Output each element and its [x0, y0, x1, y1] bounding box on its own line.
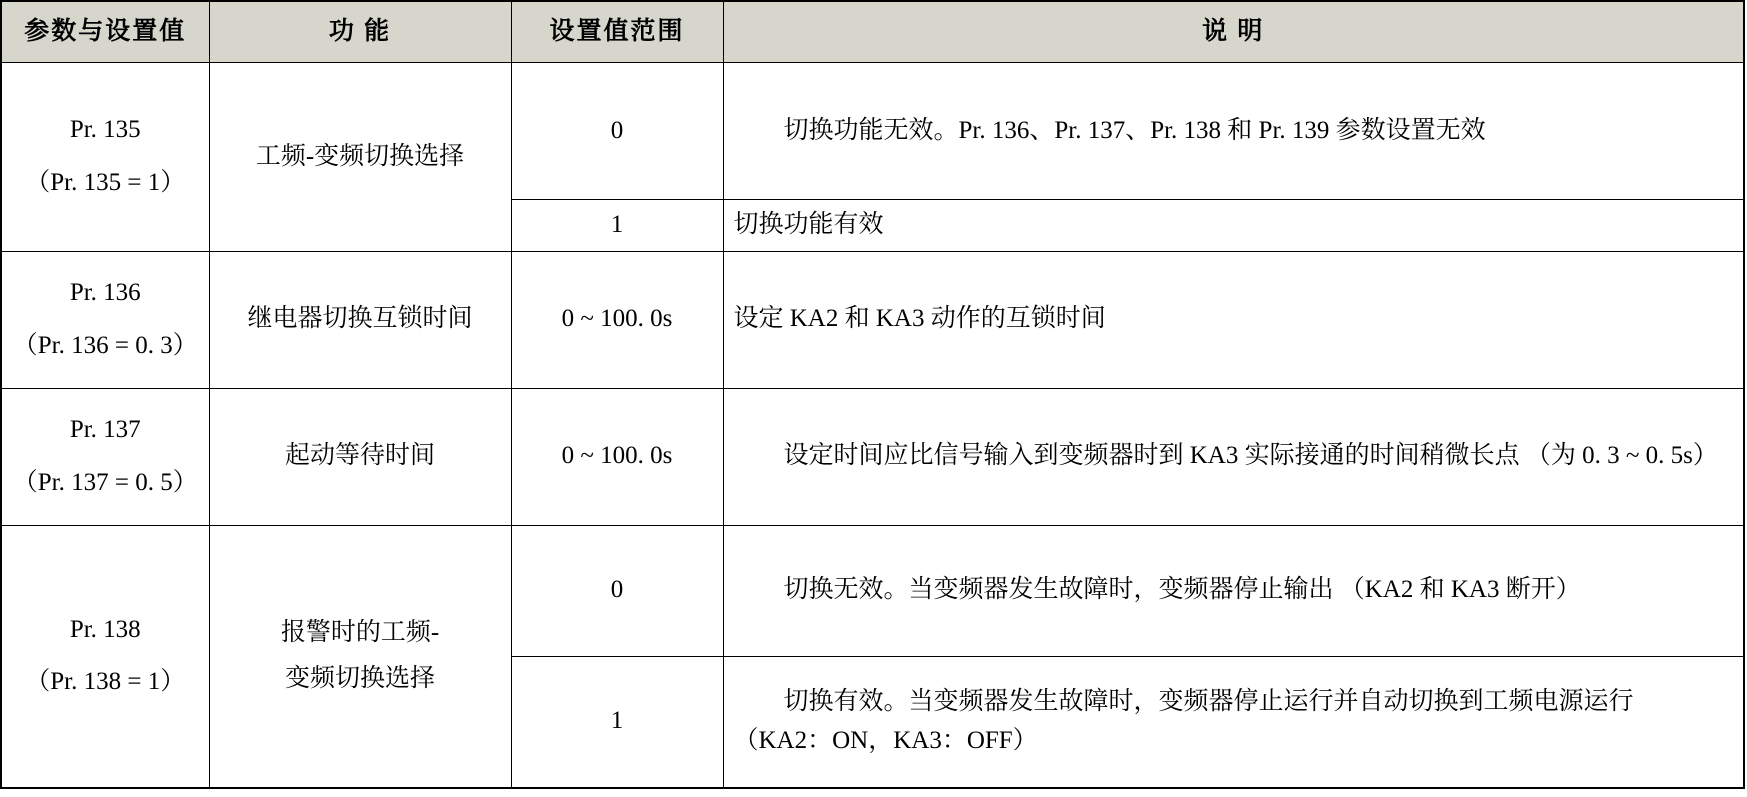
- cell-parameter-137: [1, 388, 209, 525]
- table-row: [1, 251, 1744, 388]
- column-header-function: 功 能: [209, 1, 511, 63]
- cell-description-138-1: 切换有效。当变频器发生故障时，变频器停止运行并自动切换到工频电源运行 （KA2：ON，KA3：OFF）: [723, 656, 1744, 788]
- table-body: [1, 63, 1744, 788]
- cell-description-135-0: 切换功能无效。Pr. 136、Pr. 137、Pr. 138 和 Pr. 139 参数设置无效: [723, 63, 1744, 200]
- cell-range-138-1: 1: [511, 656, 723, 788]
- function-label: 起动等待时间: [284, 442, 435, 470]
- table-header-row: [1, 1, 1744, 63]
- table-row: [1, 388, 1744, 525]
- parameter-default: （Pr. 135 = 1）: [25, 168, 186, 196]
- function-label: 工频-变频切换选择: [255, 142, 465, 170]
- column-header-description: 说 明: [723, 1, 1744, 63]
- parameter-name: Pr. 135: [69, 116, 141, 144]
- parameter-default: （Pr. 137 = 0. 5）: [12, 468, 198, 496]
- parameter-name: Pr. 137: [69, 416, 141, 443]
- function-label-second-line: 变频切换选择: [284, 665, 435, 693]
- parameter-default: （Pr. 136 = 0. 3）: [12, 331, 198, 359]
- table-row: [1, 63, 1744, 200]
- column-header-range: 设置值范围: [511, 1, 723, 63]
- cell-parameter-135: [1, 63, 209, 252]
- cell-range-135-1: 1: [511, 200, 723, 252]
- parameter-name: Pr. 136: [69, 279, 141, 306]
- cell-range-137: 0 ~ 100. 0s: [511, 388, 723, 525]
- cell-range-135-0: 0: [511, 63, 723, 200]
- function-label: 继电器切换互锁时间: [247, 305, 473, 333]
- cell-description-138-0: 切换无效。当变频器发生故障时，变频器停止输出 （KA2 和 KA3 断开）: [723, 525, 1744, 656]
- cell-function-135: [209, 63, 511, 252]
- cell-parameter-136: [1, 251, 209, 388]
- cell-description-135-1: 切换功能有效: [723, 200, 1744, 252]
- cell-function-136: [209, 251, 511, 388]
- cell-parameter-138: [1, 525, 209, 788]
- parameter-default: （Pr. 138 = 1）: [25, 668, 186, 696]
- cell-function-137: [209, 388, 511, 525]
- cell-function-138: [209, 525, 511, 788]
- table-row: [1, 525, 1744, 656]
- parameter-name: Pr. 138: [69, 615, 141, 643]
- cell-range-138-0: 0: [511, 525, 723, 656]
- function-label: 报警时的工频-: [280, 618, 440, 646]
- table-header: [1, 1, 1744, 63]
- column-header-parameter: 参数与设置值: [1, 1, 209, 63]
- cell-description-137: 设定时间应比信号输入到变频器时到 KA3 实际接通的时间稍微长点 （为 0. 3 ~ 0. 5s）: [723, 388, 1744, 525]
- cell-description-136: 设定 KA2 和 KA3 动作的互锁时间: [723, 251, 1744, 388]
- cell-range-136: 0 ~ 100. 0s: [511, 251, 723, 388]
